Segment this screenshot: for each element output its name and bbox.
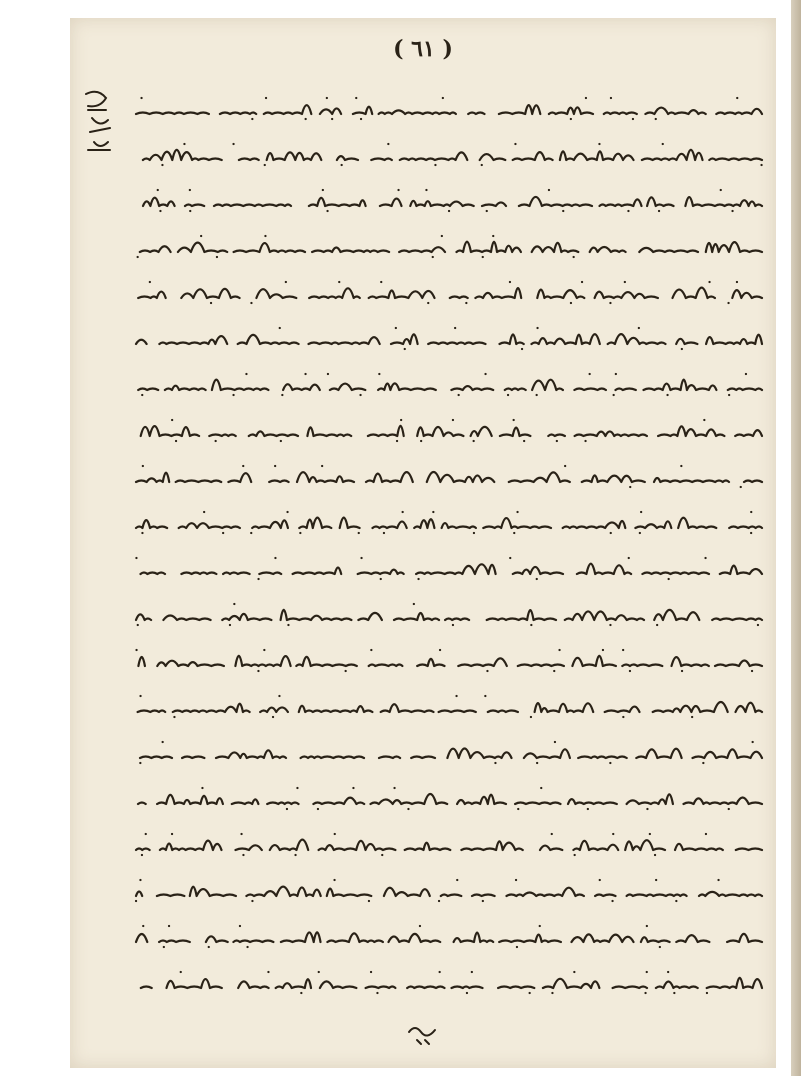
manuscript-line [128,642,768,676]
manuscript-line [128,826,768,860]
manuscript-line [128,228,768,262]
arabic-text-block [128,90,768,1030]
manuscript-line [128,964,768,998]
script-stroke [136,466,762,487]
manuscript-line [128,596,768,630]
manuscript-line [128,366,768,400]
script-stroke [138,788,762,809]
manuscript-line [128,136,768,170]
script-stroke [141,972,762,993]
script-stroke [136,926,762,947]
manuscript-line [128,780,768,814]
script-stroke [137,650,763,671]
script-stroke [138,236,762,257]
script-stroke [136,558,762,579]
script-stroke [143,190,762,211]
script-stroke [136,512,762,533]
script-stroke [138,282,762,303]
manuscript-line [128,320,768,354]
manuscript-line [128,458,768,492]
manuscript-line [128,90,768,124]
margin-note-icon [78,84,118,164]
script-stroke [138,696,762,717]
script-stroke [136,604,762,625]
manuscript-line [128,734,768,768]
catchword-icon [70,1018,776,1048]
script-stroke [136,98,762,119]
manuscript-line [128,918,768,952]
manuscript-page [70,18,776,1068]
manuscript-line [128,182,768,216]
manuscript-line [128,412,768,446]
script-stroke [136,880,762,901]
manuscript-line [128,872,768,906]
manuscript-line [128,550,768,584]
manuscript-line [128,274,768,308]
script-stroke [141,420,762,441]
book-spine [791,0,801,1076]
manuscript-line [128,688,768,722]
script-stroke [140,742,762,763]
manuscript-line [128,504,768,538]
script-stroke [136,834,762,855]
script-stroke [136,328,762,349]
script-stroke [138,374,762,395]
page-number: ( ٦١ ) [393,36,453,62]
script-stroke [143,144,762,165]
